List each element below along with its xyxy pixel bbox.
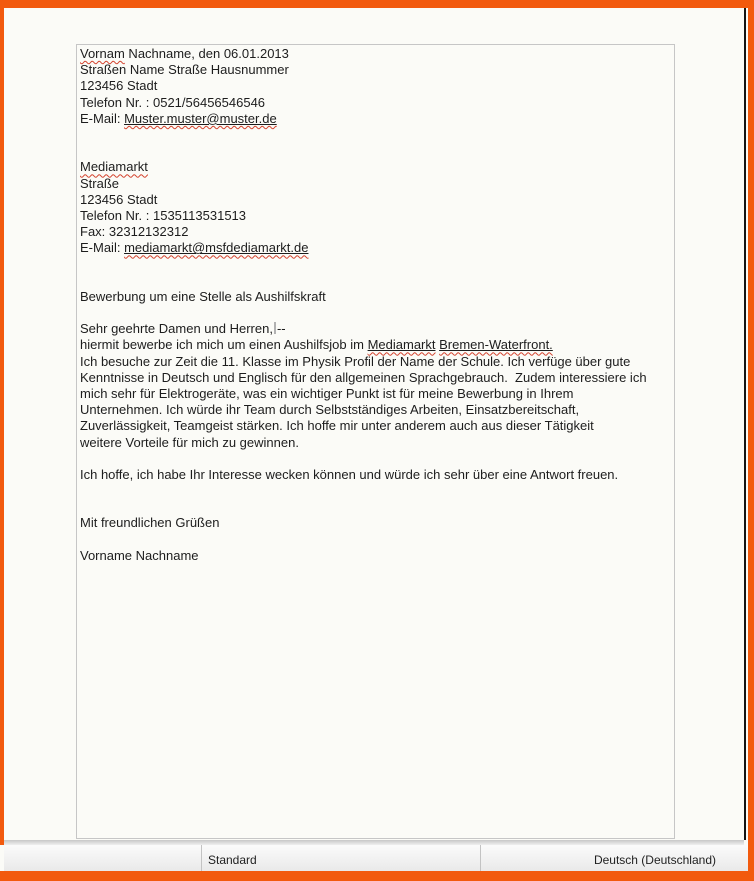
letter-line [80,321,674,337]
letter-text-marked [124,111,277,126]
letter-line [80,224,674,240]
status-bar [4,845,748,871]
letter-body[interactable] [77,45,674,564]
letter-text: E-Mail: [80,240,125,256]
letter-line [80,240,674,256]
letter-line [80,208,674,224]
letter-text-underlined: Mediamarkt [367,337,436,353]
letter-line [80,159,674,175]
letter-line [80,95,674,111]
letter-text: Nachname, den 06.01.2013 [124,46,289,61]
letter-text: Telefon Nr. : 1535113531513 [80,207,247,223]
letter-line [80,354,674,370]
letter-text: 123456 Stadt [80,78,158,94]
letter-text: hiermit bewerbe ich mich um einen Aushilfsjob im [80,337,368,353]
letter-line [80,62,674,78]
window-frame-bottom [0,871,754,881]
letter-line [80,78,674,94]
letter-text: E-Mail: [80,110,125,126]
language-label: Deutsch (Deutschland) [593,853,716,867]
letter-text: Fax: 32312132312 [80,224,189,240]
letter-line [80,386,674,402]
letter-line [80,435,674,451]
letter-line [80,273,674,289]
letter-line [80,111,674,127]
letter-text: Straßen Name Straße Hausnummer [80,62,289,78]
letter-line [80,451,674,467]
letter-text-marked: Mediamarkt [80,159,148,175]
status-section-empty [4,845,201,871]
letter-text: Mit freundlichen Grüßen [80,515,220,531]
letter-text: Kenntnisse in Deutsch und Englisch für den allgemeinen Sprachgebrauch. Zudem interessiere ich [80,369,647,385]
letter-line [80,532,674,548]
letter-line [80,548,674,564]
status-language[interactable] [480,845,748,871]
window-frame-top [0,0,754,8]
letter-line [80,483,674,499]
letter-text-marked: Vornam [80,46,125,61]
letter-line [80,289,674,305]
letter-line [80,418,674,434]
letter-line [80,143,674,159]
letter-line [80,402,674,418]
text-cursor-icon [274,322,276,334]
letter-text-marked [368,337,436,352]
letter-text-underlined: Muster.muster@muster.de [124,110,277,126]
letter-line [80,192,674,208]
letter-line [80,176,674,192]
letter-text-underlined: mediamarkt@msfdediamarkt.de [124,240,309,256]
letter-text: Telefon Nr. : 0521/56456546546 [80,94,266,110]
letter-text: -- [276,321,286,337]
window-frame-left [0,8,4,845]
letter-text: Zuverlässigkeit, Teamgeist stärken. Ich hoffe mir unter anderem auch aus dieser Tätigkeit [80,418,594,434]
letter-text: 123456 Stadt [80,191,158,207]
letter-text-underlined: Bremen-Waterfront. [439,337,553,353]
letter-line [80,515,674,531]
letter-line [80,499,674,515]
letter-text: Sehr geehrte Damen und Herren, [80,321,273,337]
letter-line [80,337,674,353]
letter-line [80,256,674,272]
letter-text: Straße [80,175,120,191]
letter-line [80,370,674,386]
paragraph-style-label: Standard [208,853,257,867]
letter-text: Unternehmen. Ich würde ihr Team durch Selbstständiges Arbeiten, Einsatzbereitschaft, [80,402,580,418]
letter-text: weitere Vorteile für mich zu gewinnen. [80,434,299,450]
letter-line [80,46,674,62]
letter-line [80,127,674,143]
letter-text: Ich hoffe, ich habe Ihr Interesse wecken können und würde ich sehr über eine Antwort freuen. [80,466,619,482]
letter-text: mich sehr für Elektrogeräte, was ein wichtiger Punkt ist für meine Bewerbung in Ihrem [80,385,574,401]
letter-text-marked [439,337,553,352]
letter-text: Ich besuche zur Zeit die 11. Klasse im Physik Profil der Name der Schule. Ich verfüge über gute [80,353,631,369]
document-text-frame[interactable] [76,44,675,839]
page-edge-line [744,8,746,840]
window-frame-right [748,8,754,881]
status-paragraph-style[interactable] [201,845,480,871]
letter-text: Vorname Nachname [80,547,199,563]
letter-text-marked [124,240,308,255]
letter-line [80,467,674,483]
letter-line [80,305,674,321]
letter-text: Bewerbung um eine Stelle als Aushilfskraft [80,288,326,304]
